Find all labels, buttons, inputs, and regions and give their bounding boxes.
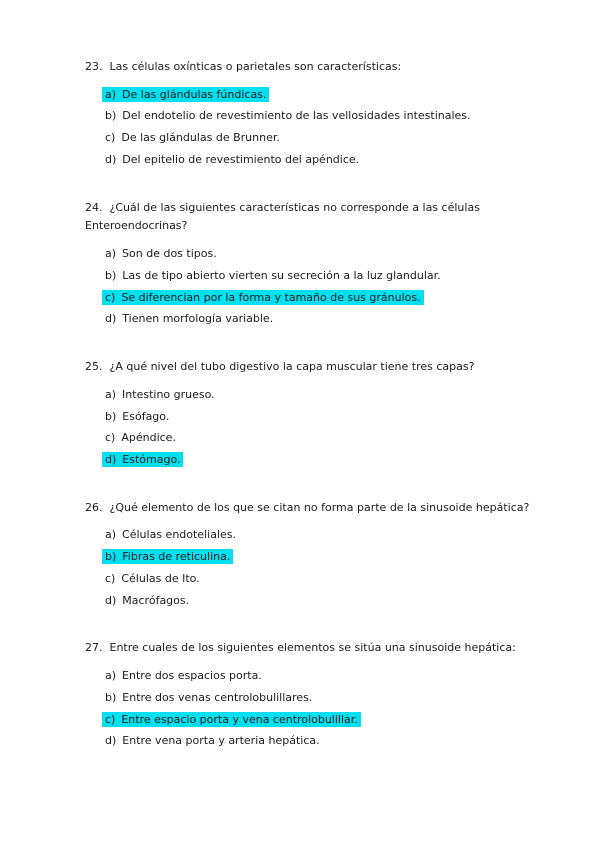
answer-highlight (102, 268, 444, 283)
question-block (85, 58, 551, 167)
option-text: Células de Ito. (121, 571, 200, 585)
option-label: b) (105, 690, 117, 704)
option-row (105, 312, 551, 326)
option-text: Entre dos venas centrolobulillares. (122, 690, 313, 704)
question-text: Entre cuales de los siguientes elementos se sitúa una sinusoide hepática: (109, 641, 516, 655)
option-text: Células endoteliales. (122, 528, 236, 542)
option-label: c) (105, 290, 116, 304)
option-row (105, 431, 551, 445)
option-row (105, 109, 551, 123)
option-text: De las glándulas fúndicas. (122, 87, 267, 101)
answer-highlight (102, 571, 203, 586)
option-label: a) (105, 528, 117, 542)
option-text: Se diferencian por la forma y tamaño de sus gránulos. (121, 290, 421, 304)
option-label: a) (105, 87, 117, 101)
answer-highlight (102, 712, 361, 727)
option-row (105, 528, 551, 542)
option-text: Macrófagos. (122, 593, 190, 607)
answer-highlight (102, 409, 172, 424)
option-label: d) (105, 593, 117, 607)
options-list (85, 88, 551, 167)
option-label: b) (105, 409, 117, 423)
option-row (105, 269, 551, 283)
option-row (105, 388, 551, 402)
answer-highlight (102, 108, 474, 123)
option-text: Las de tipo abierto vierten su secreción a la luz glandular. (122, 268, 441, 282)
option-row (105, 453, 551, 467)
option-label: d) (105, 152, 117, 166)
option-row (105, 713, 551, 727)
question-block (85, 199, 551, 326)
option-text: Esófago. (122, 409, 170, 423)
option-text: De las glándulas de Brunner. (121, 131, 280, 145)
option-label: b) (105, 550, 117, 564)
option-row (105, 410, 551, 424)
answer-highlight (102, 290, 424, 305)
option-label: d) (105, 312, 117, 326)
option-row (105, 691, 551, 705)
option-label: a) (105, 669, 117, 683)
answer-highlight (102, 311, 276, 326)
answer-highlight (102, 593, 192, 608)
option-label: c) (105, 571, 116, 585)
option-row (105, 669, 551, 683)
option-label: b) (105, 109, 117, 123)
question-number: 24. (85, 200, 103, 214)
option-row (105, 550, 551, 564)
option-label: b) (105, 268, 117, 282)
question-block (85, 639, 551, 748)
option-text: Entre dos espacios porta. (122, 669, 262, 683)
question-text: Las células oxínticas o parietales son características: (109, 60, 402, 73)
option-text: Del epitelio de revestimiento del apéndice. (122, 152, 360, 166)
answer-highlight (102, 430, 179, 445)
option-text: Entre vena porta y arteria hepática. (122, 734, 320, 748)
option-row (105, 734, 551, 748)
answer-highlight (102, 130, 283, 145)
option-row (105, 153, 551, 167)
question-number: 25. (85, 360, 103, 374)
question-header (85, 58, 551, 77)
answer-highlight (102, 527, 239, 542)
answer-highlight (102, 733, 323, 748)
option-row (105, 594, 551, 608)
answer-highlight (102, 246, 220, 261)
options-list (85, 388, 551, 467)
question-header (85, 199, 551, 236)
option-label: c) (105, 712, 116, 726)
option-text: Estómago. (122, 453, 181, 466)
option-row (105, 88, 551, 102)
question-header (85, 358, 551, 377)
question-block (85, 358, 551, 467)
answer-highlight (102, 387, 218, 402)
question-header (85, 639, 551, 658)
answer-highlight (102, 549, 233, 564)
option-row (105, 131, 551, 145)
option-row (105, 572, 551, 586)
option-label: c) (105, 131, 116, 145)
option-label: c) (105, 431, 116, 445)
option-text: Del endotelio de revestimiento de las vellosidades intestinales. (122, 109, 471, 123)
option-label: a) (105, 387, 117, 401)
options-list (85, 247, 551, 326)
options-list (85, 528, 551, 607)
option-text: Tienen morfología variable. (122, 312, 274, 326)
question-header (85, 499, 551, 518)
option-label: d) (105, 734, 117, 748)
answer-highlight (102, 87, 269, 102)
option-label: d) (105, 453, 117, 466)
option-text: Intestino grueso. (122, 387, 215, 401)
answer-highlight (102, 668, 265, 683)
option-text: Fibras de reticulina. (122, 550, 231, 564)
answer-highlight (102, 152, 362, 167)
question-number: 23. (85, 60, 103, 73)
option-text: Son de dos tipos. (122, 247, 217, 261)
question-number: 26. (85, 500, 103, 514)
option-text: Entre espacio porta y vena centrolobulillar. (121, 712, 358, 726)
option-text: Apéndice. (121, 431, 176, 445)
question-text: ¿Qué elemento de los que se citan no forma parte de la sinusoide hepática? (109, 500, 530, 514)
question-block (85, 499, 551, 608)
option-label: a) (105, 247, 117, 261)
question-number: 27. (85, 641, 103, 655)
answer-highlight (102, 690, 315, 705)
option-row (105, 247, 551, 261)
question-text: ¿A qué nivel del tubo digestivo la capa muscular tiene tres capas? (109, 360, 475, 374)
question-text: ¿Cuál de las siguientes características no corresponde a las células Enteroendocrinas? (85, 200, 480, 233)
option-row (105, 291, 551, 305)
answer-highlight (102, 452, 183, 467)
options-list (85, 669, 551, 748)
